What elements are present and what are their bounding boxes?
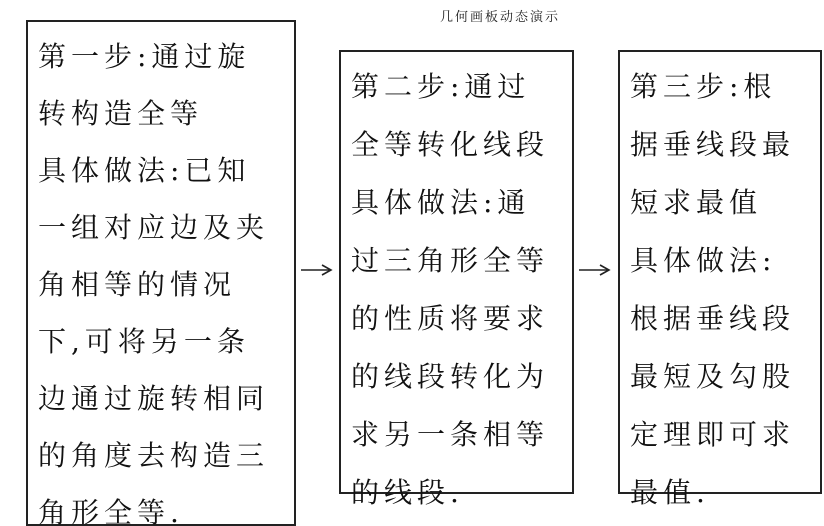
step-1-text: 第一步:通过旋 转构造全等 具体做法:已知 一组对应边及夹 角相等的情况 下,可将另一条 边通过旋转相同 的角度去构造三 角形全等.: [38, 40, 270, 526]
step-2-box: [339, 50, 574, 509]
step-1-box: [26, 20, 296, 526]
step-3-text: 第三步:根 据垂线段最 短求最值 具体做法: 根据垂线段 最短及勾股 定理即可求 最值.: [630, 70, 796, 509]
arrow-right-icon: [300, 262, 334, 278]
step-3-box: [618, 50, 822, 509]
page-title: 几何画板动态演示: [439, 10, 560, 25]
arrow-right-icon: [578, 262, 612, 278]
step-2-text: 第二步:通过 全等转化线段 具体做法:通 过三角形全等 的性质将要求 的线段转化为 求另一条相等 的线段.: [351, 70, 550, 509]
